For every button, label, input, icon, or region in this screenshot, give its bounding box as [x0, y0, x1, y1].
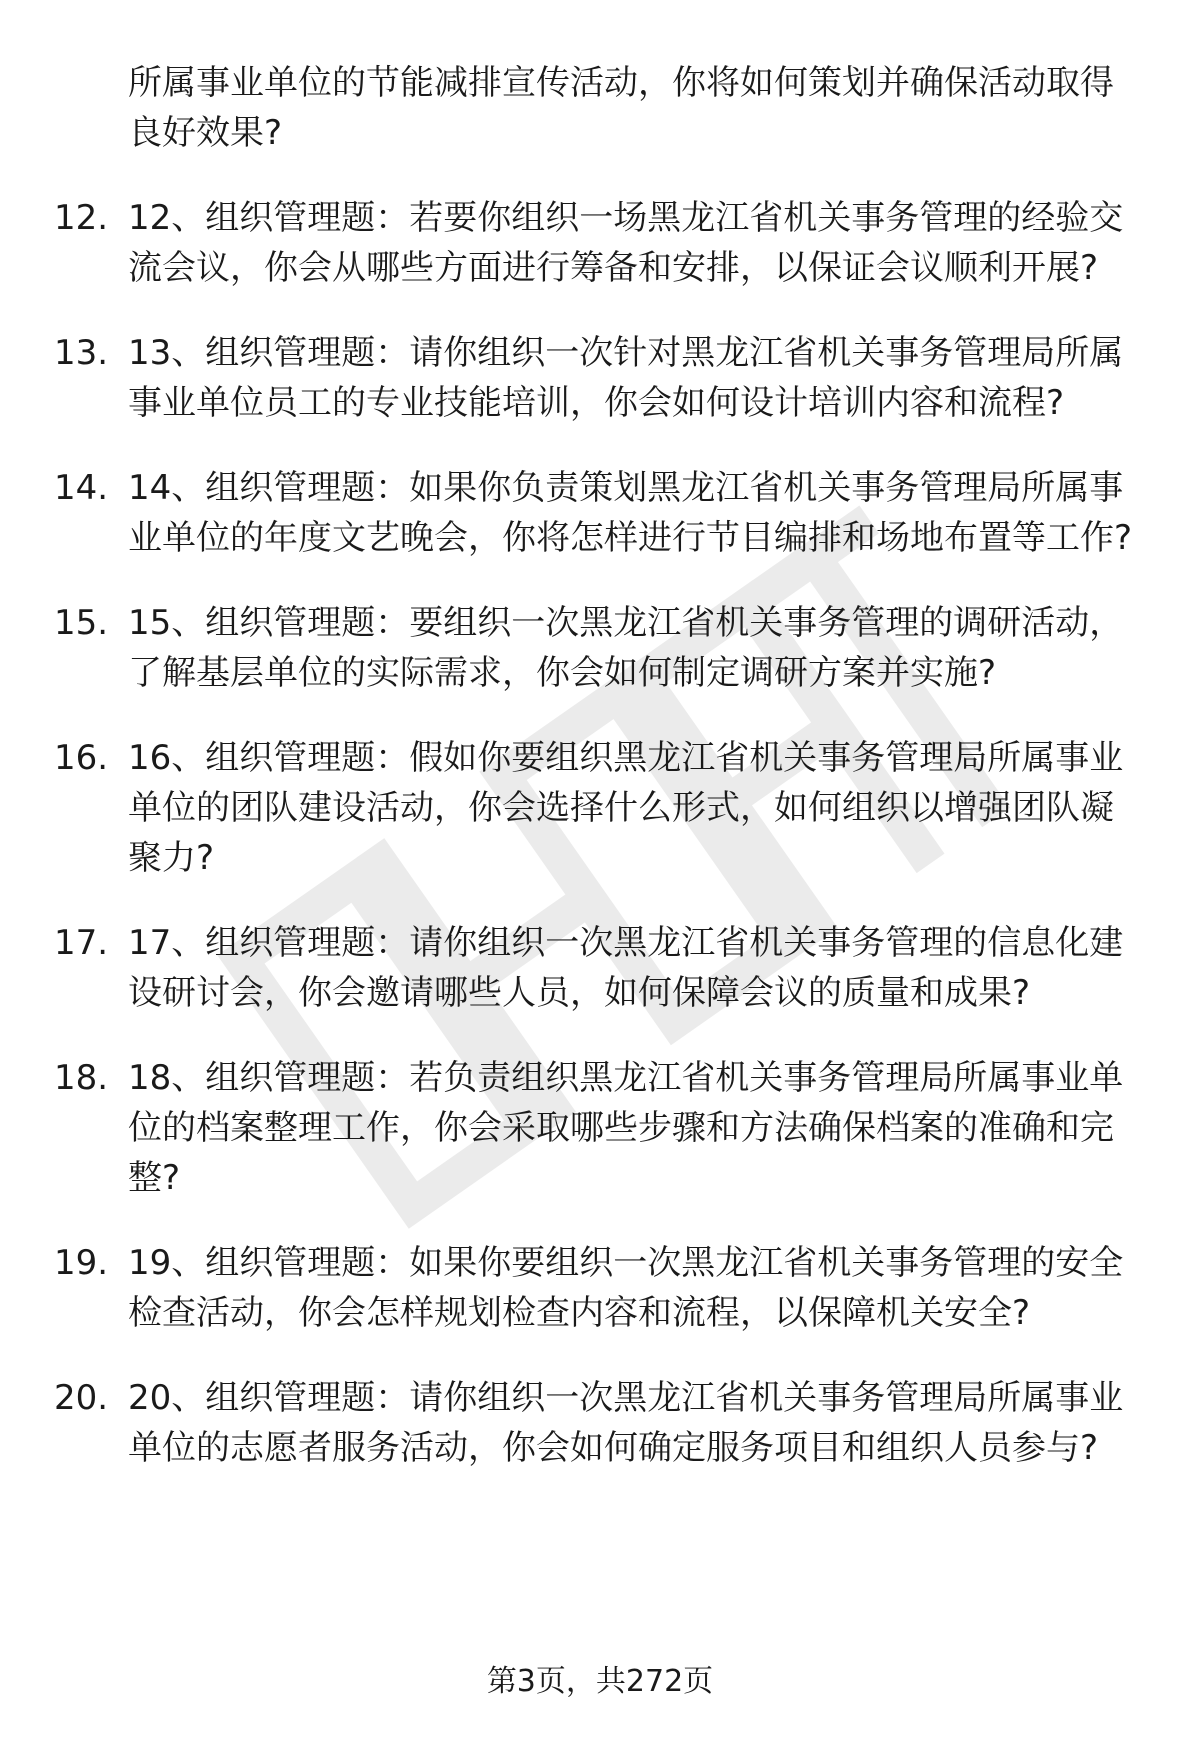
- item-number: 14.: [54, 468, 109, 508]
- item-text: 18、组织管理题：若负责组织黑龙江省机关事务管理局所属事业单位的档案整理工作，你会采取哪些步骤和方法确保档案的准确和完整?: [128, 1058, 1124, 1198]
- list-item: [0, 463, 1200, 563]
- item-text: 19、组织管理题：如果你要组织一次黑龙江省机关事务管理的安全检查活动，你会怎样规划检查内容和流程，以保障机关安全?: [128, 1243, 1124, 1333]
- item-number: 13.: [54, 333, 109, 373]
- item-text: 17、组织管理题：请你组织一次黑龙江省机关事务管理的信息化建设研讨会，你会邀请哪些人员，如何保障会议的质量和成果?: [128, 923, 1124, 1013]
- item-number: 16.: [54, 738, 109, 778]
- list-item: [0, 1053, 1200, 1203]
- continuation-paragraph: 所属事业单位的节能减排宣传活动，你将如何策划并确保活动取得良好效果?: [128, 63, 1114, 153]
- item-text: 16、组织管理题：假如你要组织黑龙江省机关事务管理局所属事业单位的团队建设活动，你会选择什么形式，如何组织以增强团队凝聚力?: [128, 738, 1124, 878]
- list-item: [0, 1373, 1200, 1473]
- page-footer: 第3页，共272页: [486, 1664, 714, 1699]
- list-item: [0, 328, 1200, 428]
- list-item: [0, 733, 1200, 883]
- item-text: 14、组织管理题：如果你负责策划黑龙江省机关事务管理局所属事业单位的年度文艺晚会，你将怎样进行节目编排和场地布置等工作?: [128, 468, 1133, 558]
- list-item: [0, 193, 1200, 293]
- list-item: [0, 918, 1200, 1018]
- list-item: [0, 1238, 1200, 1338]
- item-number: 18.: [54, 1058, 109, 1098]
- item-text: 20、组织管理题：请你组织一次黑龙江省机关事务管理局所属事业单位的志愿者服务活动，你会如何确定服务项目和组织人员参与?: [128, 1378, 1124, 1468]
- list-item: [0, 598, 1200, 698]
- item-number: 12.: [54, 198, 109, 238]
- document-body: [0, 58, 1200, 1508]
- question-list: [0, 193, 1200, 1473]
- item-text: 12、组织管理题：若要你组织一场黑龙江省机关事务管理的经验交流会议，你会从哪些方面进行筹备和安排，以保证会议顺利开展?: [128, 198, 1124, 288]
- item-number: 20.: [54, 1378, 109, 1418]
- item-text: 13、组织管理题：请你组织一次针对黑龙江省机关事务管理局所属事业单位员工的专业技能培训，你会如何设计培训内容和流程?: [128, 333, 1124, 423]
- item-number: 15.: [54, 603, 109, 643]
- item-text: 15、组织管理题：要组织一次黑龙江省机关事务管理的调研活动，了解基层单位的实际需求，你会如何制定调研方案并实施?: [128, 603, 1124, 693]
- item-number: 19.: [54, 1243, 109, 1283]
- item-number: 17.: [54, 923, 109, 963]
